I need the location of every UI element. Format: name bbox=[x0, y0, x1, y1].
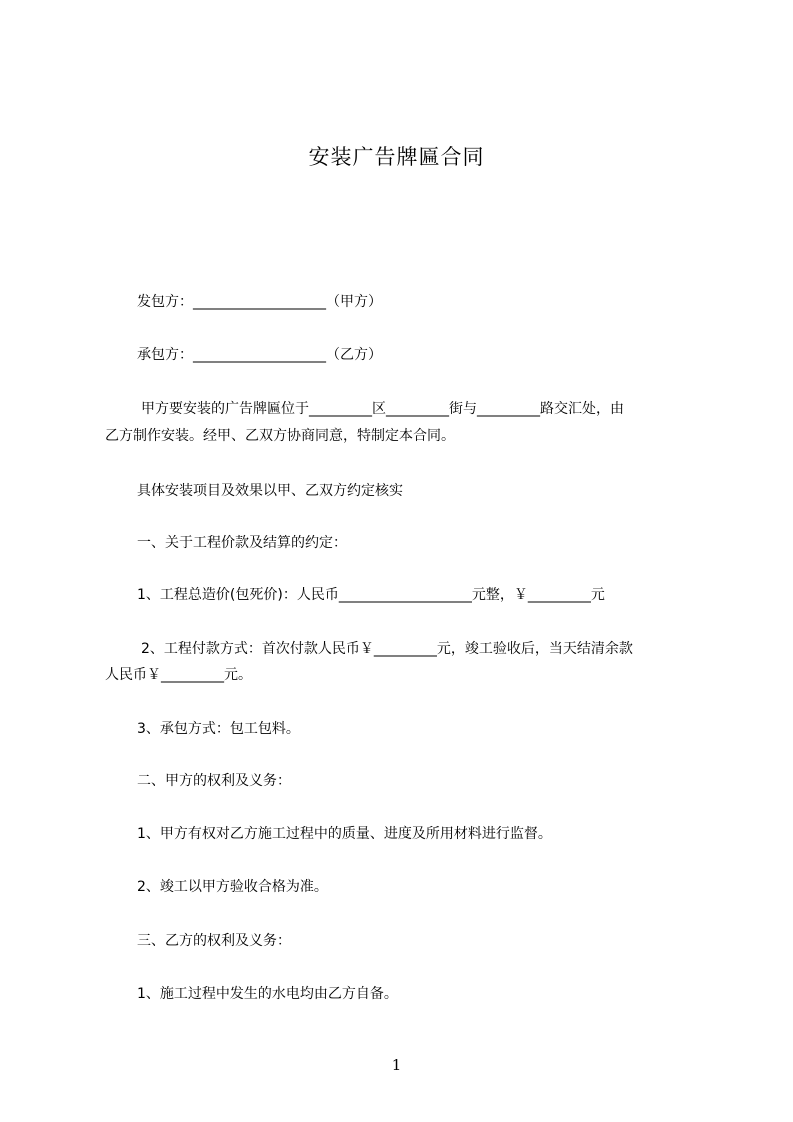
section-3-item-1: 1、施工过程中发生的水电均由乙方自备。 bbox=[137, 986, 398, 1002]
party-a-line: 发包方：___________________（甲方） bbox=[137, 294, 382, 310]
page-number: 1 bbox=[391, 1056, 402, 1074]
section-2-item-2: 2、竣工以甲方验收合格为准。 bbox=[137, 879, 328, 895]
section-1-item-2-line-2: 人民币￥_________元。 bbox=[105, 667, 252, 683]
intro-paragraph-line-2: 乙方制作安装。经甲、乙双方协商同意，特制定本合同。 bbox=[105, 428, 455, 444]
project-note: 具体安装项目及效果以甲、乙双方约定核实 bbox=[137, 483, 403, 499]
section-2-item-1: 1、甲方有权对乙方施工过程中的质量、进度及所用材料进行监督。 bbox=[137, 826, 552, 842]
section-1-item-1: 1、工程总造价(包死价)：人民币___________________元整，￥_________元 bbox=[137, 587, 605, 603]
section-1-item-2-line-1: 2、工程付款方式：首次付款人民币￥_________元，竣工验收后，当天结清余款 bbox=[141, 641, 633, 657]
section-1-heading: 一、关于工程价款及结算的约定： bbox=[137, 535, 347, 551]
section-2-heading: 二、甲方的权利及义务： bbox=[137, 773, 291, 789]
section-3-heading: 三、乙方的权利及义务： bbox=[137, 933, 291, 949]
document-title: 安装广告牌匾合同 bbox=[308, 145, 485, 169]
section-1-item-3: 3、承包方式：包工包料。 bbox=[137, 721, 300, 737]
party-b-line: 承包方：___________________（乙方） bbox=[137, 347, 382, 363]
intro-paragraph-line-1: 甲方要安装的广告牌匾位于_________区_________街与_________路交汇处，由 bbox=[141, 401, 624, 417]
